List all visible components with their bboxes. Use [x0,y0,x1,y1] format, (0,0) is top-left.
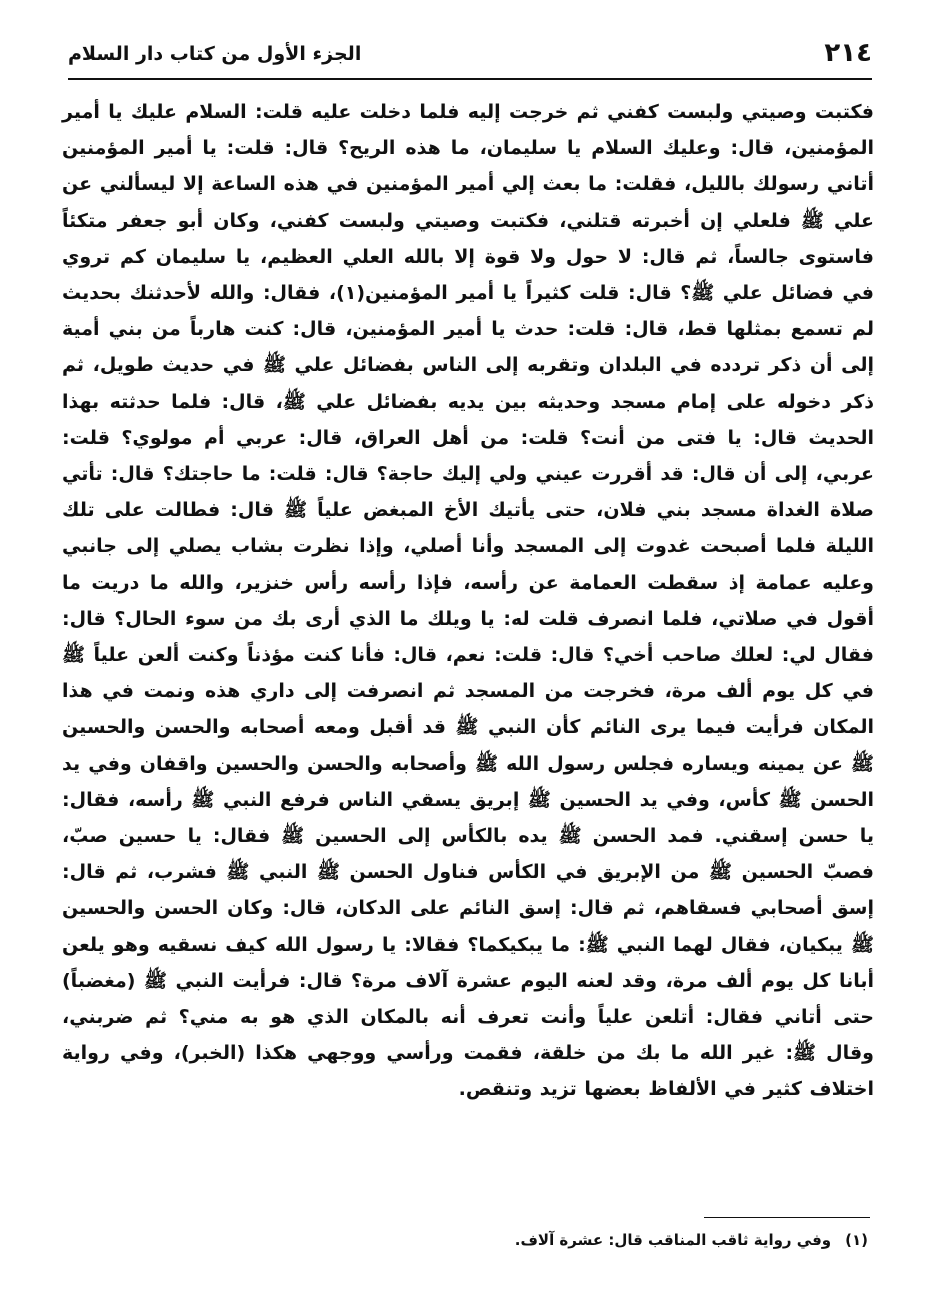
footnote-text: وفي رواية ثاقب المناقب قال: عشرة آلاف. [514,1231,832,1249]
footnote [200,1228,868,1252]
footnote-divider [704,1217,870,1218]
running-title: الجزء الأول من كتاب دار السلام [68,43,362,65]
page-number: ٢١٤ [824,38,872,68]
page-header [68,38,872,78]
header-divider [68,78,872,80]
body-paragraph: فكتبت وصيتي ولبست كفني ثم خرجت إليه فلما دخلت عليه قلت: السلام عليك يا أمير المؤمنين، قال: وعليك السلام يا سليمان، ما هذه الريح؟ قال: قلت: يا أمير المؤمنين أتاني رسولك بالليل، فقلت: ما بعث إلي أمير المؤمنين في هذه الساعة إلا ليسألني عن علي ﷺ فلعلي إن أخبرته قتلني، فكتبت وصيتي ولبست كفني، وكان أبو جعفر متكئاً فاستوى جالساً، ثم قال: لا حول ولا قوة إلا بالله العلي العظيم، يا سليمان كم تروي في فضائل علي ﷺ؟ قال: قلت كثيراً يا أمير المؤمنين(١)، فقال: والله لأحدثنك بحديث لم تسمع بمثلها قط، قال: قلت: حدث يا أمير المؤمنين، قال: كنت هارباً من بني أمية إلى أن ذكر تردده في البلدان وتقربه إلى الناس بفضائل علي ﷺ في حديث طويل، ثم ذكر دخوله على إمام مسجد وحديثه بين يديه بفضائل علي ﷺ، قال: فلما حدثته بهذا الحديث قال: يا فتى من أنت؟ قلت: من أهل العراق، قال: عربي أم مولوي؟ قلت: عربي، إلى أن قال: قد أقررت عيني ولي إليك حاجة؟ قال: قلت: ما حاجتك؟ قال: تأتي صلاة الغداة مسجد بني فلان، حتى يأتيك الأخ المبغض علياً ﷺ قال: فطالت على تلك الليلة فلما أصبحت غدوت إلى المسجد وأنا أصلي، وإذا نظرت بشاب يصلي إلى جانبي وعليه عمامة إذ سقطت العمامة عن رأسه، فإذا رأسه رأس خنزير، والله ما دريت ما أقول في صلاتي، فلما انصرف قلت له: يا ويلك ما الذي أرى بك من سوء الحال؟ قال: فقال لي: لعلك صاحب أخي؟ قال: قلت: نعم، قال: فأنا كنت مؤذناً وكنت ألعن علياً ﷺ في كل يوم ألف مرة، فخرجت من المسجد ثم انصرفت إلى داري هذه ونمت في هذا المكان فرأيت فيما يرى النائم كأن النبي ﷺ قد أقبل ومعه أصحابه والحسن والحسين ﷺ عن يمينه ويساره فجلس رسول الله ﷺ وأصحابه والحسن والحسين واقفان وفي يد الحسن ﷺ كأس، وفي يد الحسين ﷺ إبريق يسقي الناس فرفع النبي ﷺ رأسه، فقال: يا حسن إسقني. فمد الحسن ﷺ يده بالكأس إلى الحسين ﷺ فقال: يا حسين صبّ، فصبّ الحسين ﷺ من الإبريق في الكأس فناول الحسن ﷺ النبي ﷺ فشرب، ثم قال: إسق أصحابي فسقاهم، ثم قال: إسق النائم على الدكان، قال: وكان الحسن والحسين ﷺ يبكيان، فقال لهما النبي ﷺ: ما يبكيكما؟ فقالا: يا رسول الله كيف نسقيه وهو يلعن أبانا كل يوم ألف مرة، وقد لعنه اليوم عشرة آلاف مرة؟ قال: فرأيت النبي ﷺ (مغضباً) حتى أتاني فقال: أتلعن علياً وأنت تعرف أنه بالمكان الذي هو به مني؟ ثم ضربني، وقال ﷺ: غير الله ما بك من خلقة، فقمت ورأسي ووجهي هكذا (الخبر)، وفي رواية اختلاف كثير في الألفاظ بعضها تزيد وتنقص. [62,101,874,1101]
footnote-marker: (١) [845,1231,868,1249]
main-text [62,94,874,1108]
